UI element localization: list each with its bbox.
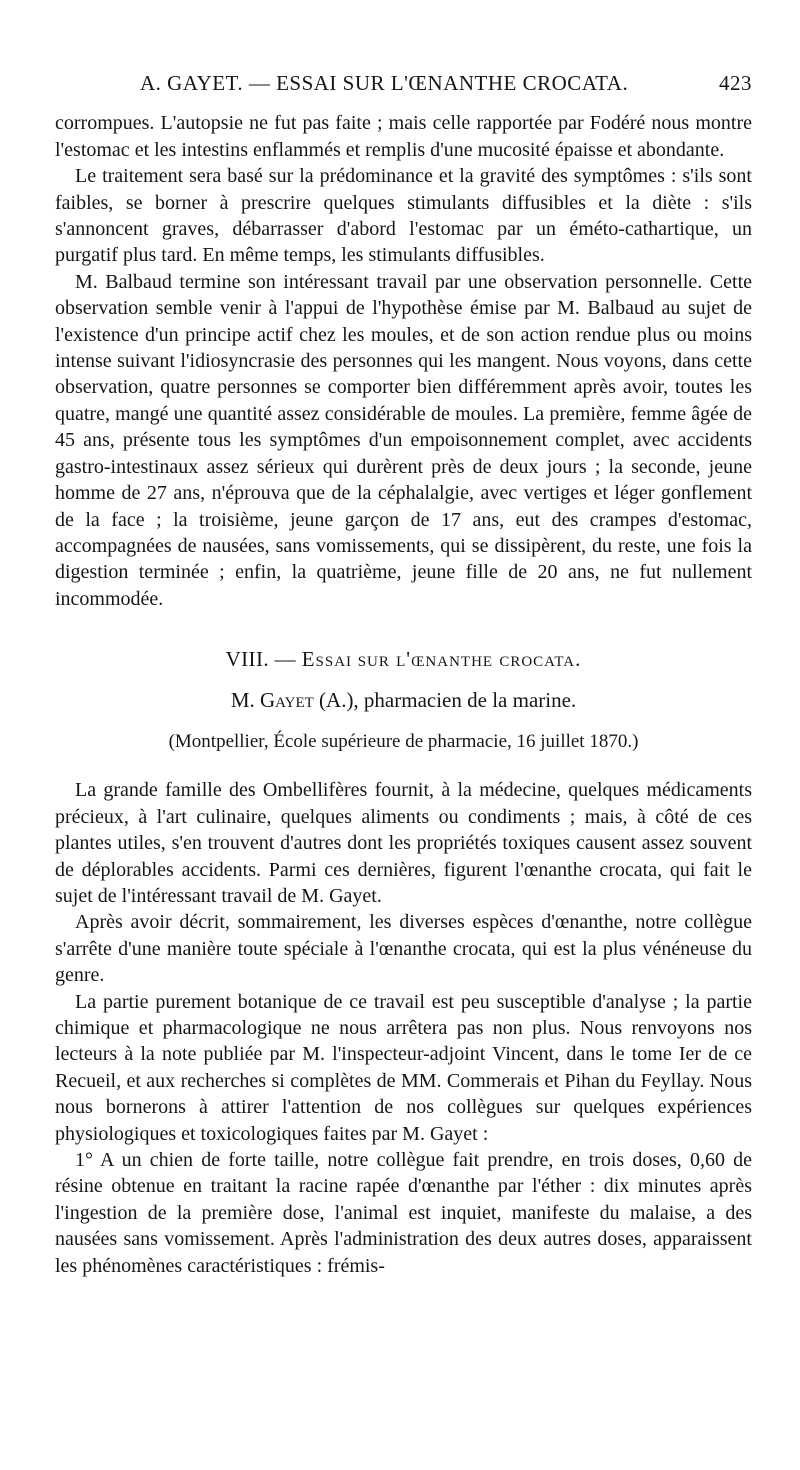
paragraph: M. Balbaud termine son intéressant travail par une observation personnelle. Cette observation semble venir à l'appui de l'hypothèse émise par M. Balbaud au sujet de l'existence d'un principe actif chez les moules, et de son action rendue plus ou moins intense suivant l'idiosyncrasie des personnes qui les mangent. Nous voyons, dans cette observation, quatre personnes se comporter bien différemment après avoir, toutes les quatre, mangé une quantité assez considérable de moules. La première, femme âgée de 45 ans, présente tous les symptômes d'un empoisonnement complet, avec accidents gastro-intestinaux assez sérieux qui durèrent près de deux jours ; la seconde, jeune homme de 27 ans, n'éprouva que de la céphalalgie, avec vertiges et léger gonflement de la face ; la troisième, jeune garçon de 17 ans, eut des crampes d'estomac, accompagnées de nausées, sans vomissements, qui se dissipèrent, du reste, une fois la digestion terminée ; enfin, la quatrième, jeune fille de 20 ans, ne fut nullement incommodée.: [55, 270, 752, 610]
paragraph: Le traitement sera basé sur la prédominance et la gravité des symptômes : s'ils sont faibles, se borner à prescrire quelques stimulants diffusibles et la diète : s'ils s'annoncent graves, débarrasser d'abord l'estomac par un éméto-cathartique, un purgatif plus tard. En même temps, les stimulants diffusibles.: [55, 165, 752, 267]
author-prefix: M.: [230, 687, 255, 712]
running-header: [140, 70, 752, 96]
paragraph: Après avoir décrit, sommairement, les diverses espèces d'œnanthe, notre collègue s'arrête d'une manière toute spéciale à l'œnanthe crocata, qui est la plus vénéneuse du genre.: [55, 911, 752, 987]
paragraph: corrompues. L'autopsie ne fut pas faite ; mais celle rapportée par Fodéré nous montre l'estomac et les intestins enflammés et remplis d'une mucosité épaisse et abondante.: [55, 112, 752, 161]
page-number: 423: [719, 71, 752, 95]
author-line: [55, 687, 752, 713]
body-bottom: [55, 777, 752, 1279]
section-number: VIII. —: [225, 647, 297, 672]
author-suffix: (A.), pharmacien de la marine.: [319, 687, 577, 712]
affiliation-line: (Montpellier, École supérieure de pharmacie, 16 juillet 1870.): [168, 730, 639, 752]
section-title-first: Essai: [301, 647, 353, 672]
author-name: Gayet: [260, 687, 314, 712]
body-top: [55, 110, 752, 612]
running-title: A. GAYET. — ESSAI SUR L'ŒNANTHE CROCATA.: [140, 71, 629, 95]
paragraph: La partie purement botanique de ce travail est peu susceptible d'analyse ; la partie chimique et pharmacologique ne nous arrêtera pas non plus. Nous renvoyons nos lecteurs à la note publiée par M. l'inspecteur-adjoint Vincent, dans le tome Ier de ce Recueil, et aux recherches si complètes de MM. Commerais et Pihan du Feyllay. Nous nous bornerons à attirer l'attention de nos collègues sur quelques expériences physiologiques et toxicologiques faites par M. Gayet :: [55, 990, 752, 1145]
section-title-rest: sur l'œnanthe crocata.: [357, 647, 582, 672]
paragraph: La grande famille des Ombellifères fournit, à la médecine, quelques médicaments précieux, à l'art culinaire, quelques aliments ou condiments ; mais, à côté de ces plantes utiles, s'en trouvent d'autres dont les propriétés toxiques causent assez souvent de déplorables accidents. Parmi ces dernières, figurent l'œnanthe crocata, qui fait le sujet de l'intéressant travail de M. Gayet.: [55, 779, 752, 907]
paragraph: 1° A un chien de forte taille, notre collègue fait prendre, en trois doses, 0,60 de résine obtenue en traitant la racine rapée d'œnanthe par l'éther : dix minutes après l'ingestion de la première dose, l'animal est inquiet, manifeste du malaise, a des nausées sans vomissement. Après l'administration des deux autres doses, apparaissent les phénomènes caractéristiques : frémis-: [55, 1149, 752, 1277]
section-heading: [55, 646, 752, 672]
